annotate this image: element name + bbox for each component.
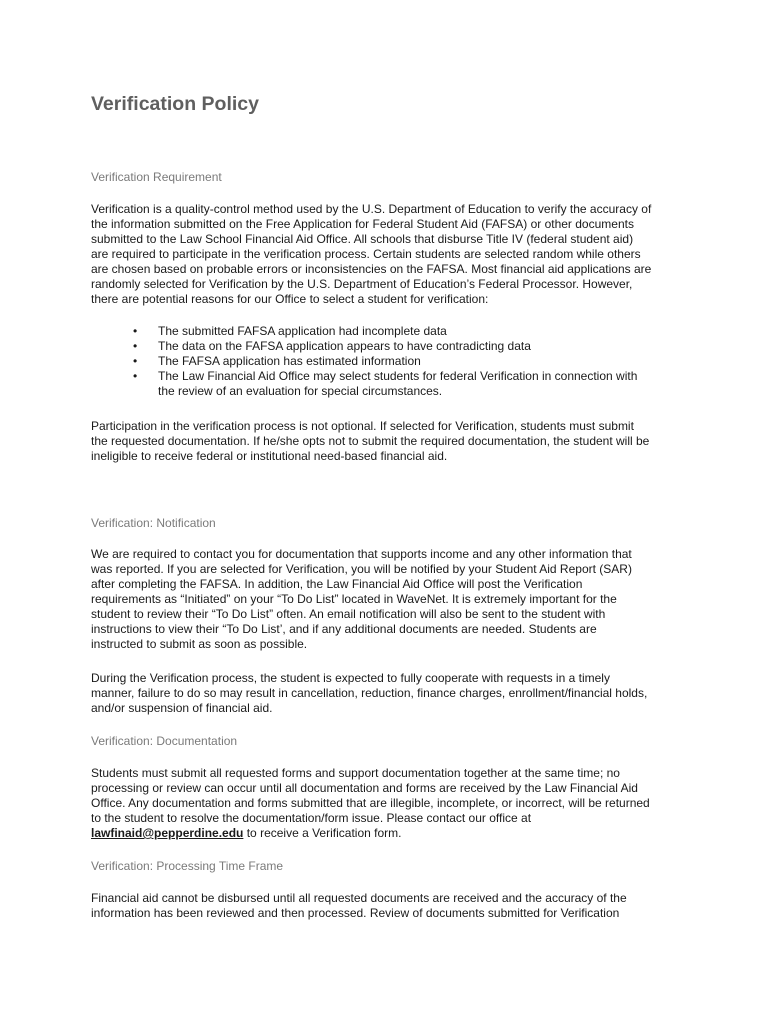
list-item bbox=[91, 354, 637, 369]
section-heading-processing: Verification: Processing Time Frame bbox=[91, 859, 284, 873]
bullet-icon: • bbox=[133, 339, 138, 353]
text-line: processing or review can occur until all documentation and forms are received by the Law Financial Aid bbox=[91, 781, 638, 795]
text-line: Verification is a quality-control method used by the U.S. Department of Education to verify the accuracy of bbox=[91, 202, 652, 216]
section-heading-documentation: Verification: Documentation bbox=[91, 734, 238, 748]
text-line: We are required to contact you for documentation that supports income and any other information that bbox=[91, 547, 632, 561]
list-item bbox=[91, 324, 637, 339]
section-heading-notification: Verification: Notification bbox=[91, 516, 216, 530]
text-line: student to review their “To Do List” often. An email notification will also be sent to the student with bbox=[91, 607, 606, 621]
list-item-text: The FAFSA application has estimated information bbox=[158, 354, 421, 368]
page-title: Verification Policy bbox=[91, 93, 259, 115]
email-link[interactable]: lawfinaid@pepperdine.edu bbox=[91, 826, 244, 840]
requirement-closing-paragraph bbox=[91, 419, 659, 464]
text-line: the information submitted on the Free Application for Federal Student Aid (FAFSA) or other documents bbox=[91, 217, 634, 231]
notification-paragraph-1 bbox=[91, 547, 659, 652]
text-line: randomly selected for Verification by the U.S. Department of Education’s Federal Processor. However, bbox=[91, 277, 633, 291]
bullet-icon: • bbox=[133, 324, 138, 338]
text-line: ineligible to receive federal or institutional need-based financial aid. bbox=[91, 449, 448, 463]
processing-paragraph bbox=[91, 891, 659, 921]
list-item-text: The submitted FAFSA application had incomplete data bbox=[158, 324, 447, 338]
text-line: instructions to view their “To Do List’, and if any additional documents are needed. Students are bbox=[91, 622, 597, 636]
text-line: the requested documentation. If he/she opts not to submit the required documentation, the student will be bbox=[91, 434, 650, 448]
list-item bbox=[91, 339, 637, 354]
documentation-paragraph bbox=[91, 766, 659, 841]
text-line: to the student to resolve the documentation/form issue. Please contact our office at bbox=[91, 811, 532, 825]
text-line: instructed to submit as soon as possible. bbox=[91, 637, 308, 651]
text-line: submitted to the Law School Financial Aid Office. All schools that disburse Title IV (federal student aid) bbox=[91, 232, 634, 246]
text-line: Financial aid cannot be disbursed until all requested documents are received and the accuracy of the bbox=[91, 891, 627, 905]
text-line: are chosen based on probable errors or inconsistencies on the FAFSA. Most financial aid applications are bbox=[91, 262, 652, 276]
text-line: are required to participate in the verification process. Certain students are selected random while others bbox=[91, 247, 641, 261]
text-line: manner, failure to do so may result in cancellation, reduction, finance charges, enrollment/financial holds, bbox=[91, 686, 648, 700]
text-line: there are potential reasons for our Office to select a student for verification: bbox=[91, 292, 489, 306]
list-item-text: The Law Financial Aid Office may select students for federal Verification in connection with bbox=[158, 369, 638, 383]
text-line: and/or suspension of financial aid. bbox=[91, 701, 273, 715]
text-line bbox=[91, 826, 659, 841]
list-item bbox=[91, 369, 637, 399]
bullet-icon: • bbox=[133, 369, 138, 383]
list-item-text: the review of an evaluation for special circumstances. bbox=[158, 384, 443, 398]
notification-paragraph-2 bbox=[91, 671, 659, 716]
text-line: information has been reviewed and then processed. Review of documents submitted for Verification bbox=[91, 906, 620, 920]
bullet-icon: • bbox=[133, 354, 138, 368]
section-heading-requirement: Verification Requirement bbox=[91, 170, 222, 184]
text-line: Office. Any documentation and forms submitted that are illegible, incomplete, or incorrect, will be returned bbox=[91, 796, 650, 810]
verification-reasons-list bbox=[91, 324, 637, 399]
text-line: Participation in the verification process is not optional. If selected for Verification, students must submit bbox=[91, 419, 634, 433]
email-suffix-text: to receive a Verification form. bbox=[243, 826, 402, 840]
text-line: after completing the FAFSA. In addition, the Law Financial Aid Office will post the Verification bbox=[91, 577, 583, 591]
text-line: During the Verification process, the student is expected to fully cooperate with requests in a timely bbox=[91, 671, 610, 685]
list-item-text: The data on the FAFSA application appears to have contradicting data bbox=[158, 339, 531, 353]
text-line: was reported. If you are selected for Verification, you will be notified by your Student Aid Report (SAR) bbox=[91, 562, 632, 576]
requirement-intro-paragraph bbox=[91, 202, 659, 307]
text-line: Students must submit all requested forms and support documentation together at the same time; no bbox=[91, 766, 620, 780]
text-line: requirements as “Initiated” on your “To Do List” located in WaveNet. It is extremely important for the bbox=[91, 592, 617, 606]
